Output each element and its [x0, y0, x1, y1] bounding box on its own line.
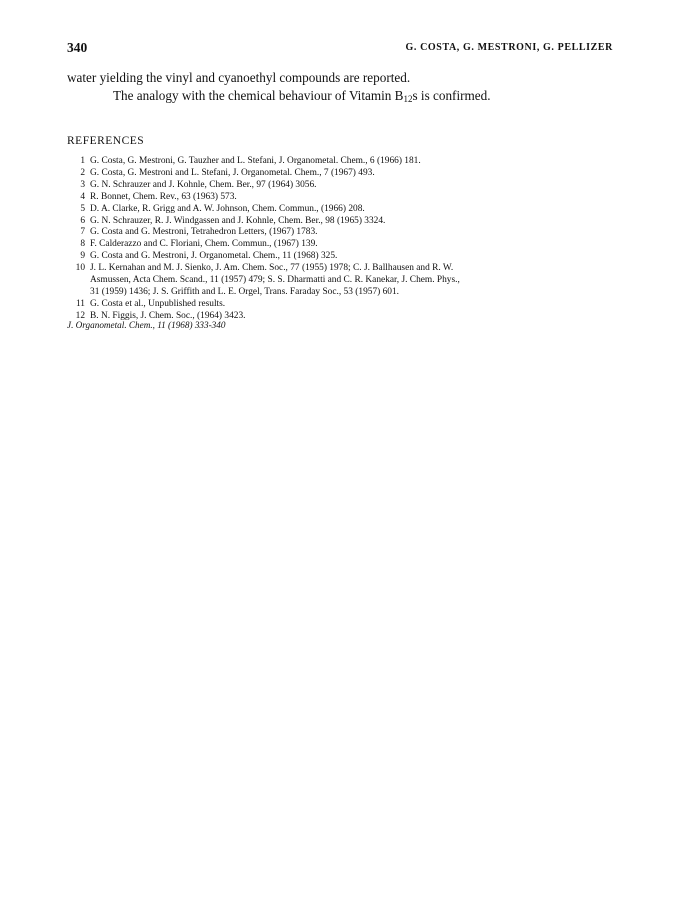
reference-text: F. Calderazzo and C. Floriani, Chem. Commun., (1967) 139. — [90, 239, 318, 250]
body-line-2-main: The analogy with the chemical behaviour of Vitamin B — [113, 87, 404, 103]
reference-item — [67, 263, 627, 299]
running-head: G. COSTA, G. MESTRONI, G. PELLIZER — [405, 42, 613, 53]
reference-number: 3 — [80, 179, 85, 190]
reference-text — [90, 263, 627, 299]
page-number: 340 — [67, 40, 88, 55]
reference-number: 1 — [80, 156, 85, 166]
reference-number: 7 — [80, 227, 85, 238]
reference-number: 4 — [80, 191, 85, 202]
reference-number: 11 — [75, 298, 85, 309]
reference-text: G. Costa, G. Mestroni, G. Tauzher and L. Stefani, J. Organometal. Chem., 6 (1966) 181. — [90, 156, 421, 166]
reference-item — [67, 156, 627, 168]
reference-text: D. A. Clarke, R. Grigg and A. W. Johnson, Chem. Commun., (1966) 208. — [90, 203, 365, 214]
reference-item — [67, 227, 627, 239]
body-line-1: water yielding the vinyl and cyanoethyl compounds are reported. — [67, 70, 411, 85]
reference-text: G. N. Schrauzer, R. J. Windgassen and J. Kohnle, Chem. Ber., 98 (1965) 3324. — [90, 215, 386, 226]
references-heading: REFERENCES — [67, 135, 145, 147]
reference-text: G. Costa and G. Mestroni, J. Organometal. Chem., 11 (1968) 325. — [90, 251, 338, 262]
reference-text: G. Costa, G. Mestroni and L. Stefani, J. Organometal. Chem., 7 (1967) 493. — [90, 167, 375, 178]
reference-item — [67, 168, 627, 180]
reference-text: G. Costa and G. Mestroni, Tetrahedron Letters, (1967) 1783. — [90, 227, 318, 238]
journal-source-line: J. Organometal. Chem., 11 (1968) 333-340 — [67, 320, 226, 330]
reference-number: 10 — [75, 263, 85, 274]
reference-text: G. Costa et al., Unpublished results. — [90, 298, 226, 309]
reference-text: B. N. Figgis, J. Chem. Soc., (1964) 3423. — [90, 310, 246, 321]
reference-text: R. Bonnet, Chem. Rev., 63 (1963) 573. — [90, 191, 237, 202]
reference-line: 31 (1959) 1436; J. S. Griffith and L. E. Orgel, Trans. Faraday Soc., 53 (1957) 601. — [90, 286, 400, 297]
reference-number: 8 — [80, 239, 85, 250]
reference-line: Asmussen, Acta Chem. Scand., 11 (1957) 479; S. S. Dharmatti and C. R. Kanekar, J. Chem. Phys., — [90, 275, 460, 286]
reference-item — [67, 251, 627, 263]
reference-line: J. L. Kernahan and M. J. Sienko, J. Am. Chem. Soc., 77 (1955) 1978; C. J. Ballhausen and R. W. — [90, 263, 454, 274]
body-text — [67, 69, 627, 104]
reference-number: 6 — [80, 215, 85, 226]
reference-item — [67, 180, 627, 192]
reference-item — [67, 216, 627, 228]
body-line-2 — [67, 87, 627, 105]
reference-number: 12 — [75, 310, 85, 321]
reference-number: 2 — [80, 167, 85, 178]
reference-item — [67, 299, 627, 311]
body-line-2-end: s is confirmed. — [412, 87, 491, 103]
reference-item — [67, 204, 627, 216]
reference-item — [67, 192, 627, 204]
references-list — [67, 156, 627, 323]
reference-number: 9 — [80, 251, 85, 262]
reference-item — [67, 239, 627, 251]
vitamin-subscript: 12 — [403, 93, 413, 104]
reference-text: G. N. Schrauzer and J. Kohnle, Chem. Ber., 97 (1964) 3056. — [90, 179, 317, 190]
reference-number: 5 — [80, 203, 85, 214]
